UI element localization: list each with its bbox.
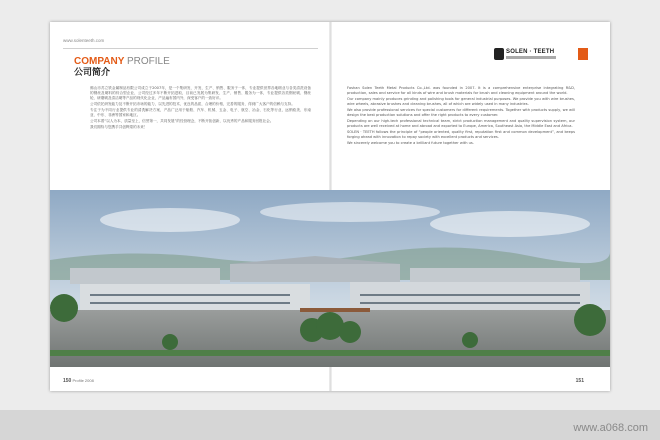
left-page-number: 150 [63,378,72,384]
logo-emblem-icon [494,48,504,60]
title-chinese: 公司简介 [74,68,111,78]
right-page-footer [576,378,584,384]
brand-logo [494,48,580,62]
header-site-url: www.solenteeth.com [63,38,105,43]
bottom-band [0,410,660,440]
right-paragraph: We sincerely welcome you to create a brilliant future together with us. [347,141,474,145]
right-paragraph: Foshan Solen Teeth Metal Products Co.,Ltd. was founded in 2007. It is a comprehensive enterprise integrating R&D, production, sales and service for all kinds of wire and brush materials for brush and cleaning equipment around the world. [347,86,575,95]
logo-tagline-bar [506,56,556,59]
title-english-light: PROFILE [126,56,170,67]
left-page-footer [63,378,94,384]
right-paragraph: Our company mainly produces grinding and polishing tools for general industrial purposes. We provide you with wire brushes, wire wheels, abrasive brushes and cleaning brushes, all of which are widely used in many industries. [347,97,575,106]
right-page-text [347,86,575,182]
factory-aerial-photo [50,190,610,367]
right-page-number: 151 [575,378,584,384]
header-rule [63,48,318,49]
left-paragraph: 我们期待与您携手共创辉煌的未来！ [90,125,148,130]
right-paragraph: Depending on our high-tech professional technical team, strict production management and quality supervision system, our products are well received at home and abroad and exported to Europe, America, Southeast Asia, the Middle East and Africa. [347,119,575,128]
left-footer-label: Profile 2008 [72,378,94,383]
left-paragraph: 公司本着“以人为本，质量至上，信誉第一，共同发展”的经营理念，不断开拓创新，以优秀的产品和服务回报社会。 [90,119,274,123]
page-title [74,57,170,79]
brochure-spread [50,22,610,391]
right-paragraph: SOLEN · TEETH follows the principle of “people oriented, quality first, reputation first and common development”, and keeps forging ahead with innovation to repay society with excellent products and services. [347,130,575,139]
title-english-bold: COMPANY [74,56,125,67]
site-watermark: www.a068.com [573,422,648,434]
logo-brand-text: SOLEN · TEETH [506,49,555,55]
left-paragraph: 公司依托研发能力及不断开拓市场的能力，以先进的技术，优良的品质，合理的价格，完善的服务，得到广大客户的信赖与支持。 [90,101,295,106]
left-paragraph: 佛山市苏立铁金属制品有限公司成立于2007年，是一个集研发、开发、生产、销售、服务于一体，专业提供世界各地刷业与各类清洗设备的钢丝及刷料的综合型企业，公司经过多年不断开拓进取，目前已发展为集研发、生产、销售、服务为一体，专业提供各类钢丝刷、钢丝轮、研磨刷及清洁刷等产品的现代化企业，产品遍布国内外，深受客户的一致好评。 [90,86,311,100]
left-page-text [90,86,311,182]
logo-accent-block [578,48,588,60]
title-english [74,57,170,67]
right-paragraph: We also provide professional services for special customers for different requirements. Together with products supply, we will design the best production solutions and offer the right products to every customer. [347,108,575,117]
left-paragraph: 专注于为不同行业提供专业的清洗解决方案，产品广泛用于船舶、汽车、机械、五金、电子、航空、冶金、石化等行业，远销欧美、东南亚、中东、非洲等国家和地区。 [90,108,311,117]
